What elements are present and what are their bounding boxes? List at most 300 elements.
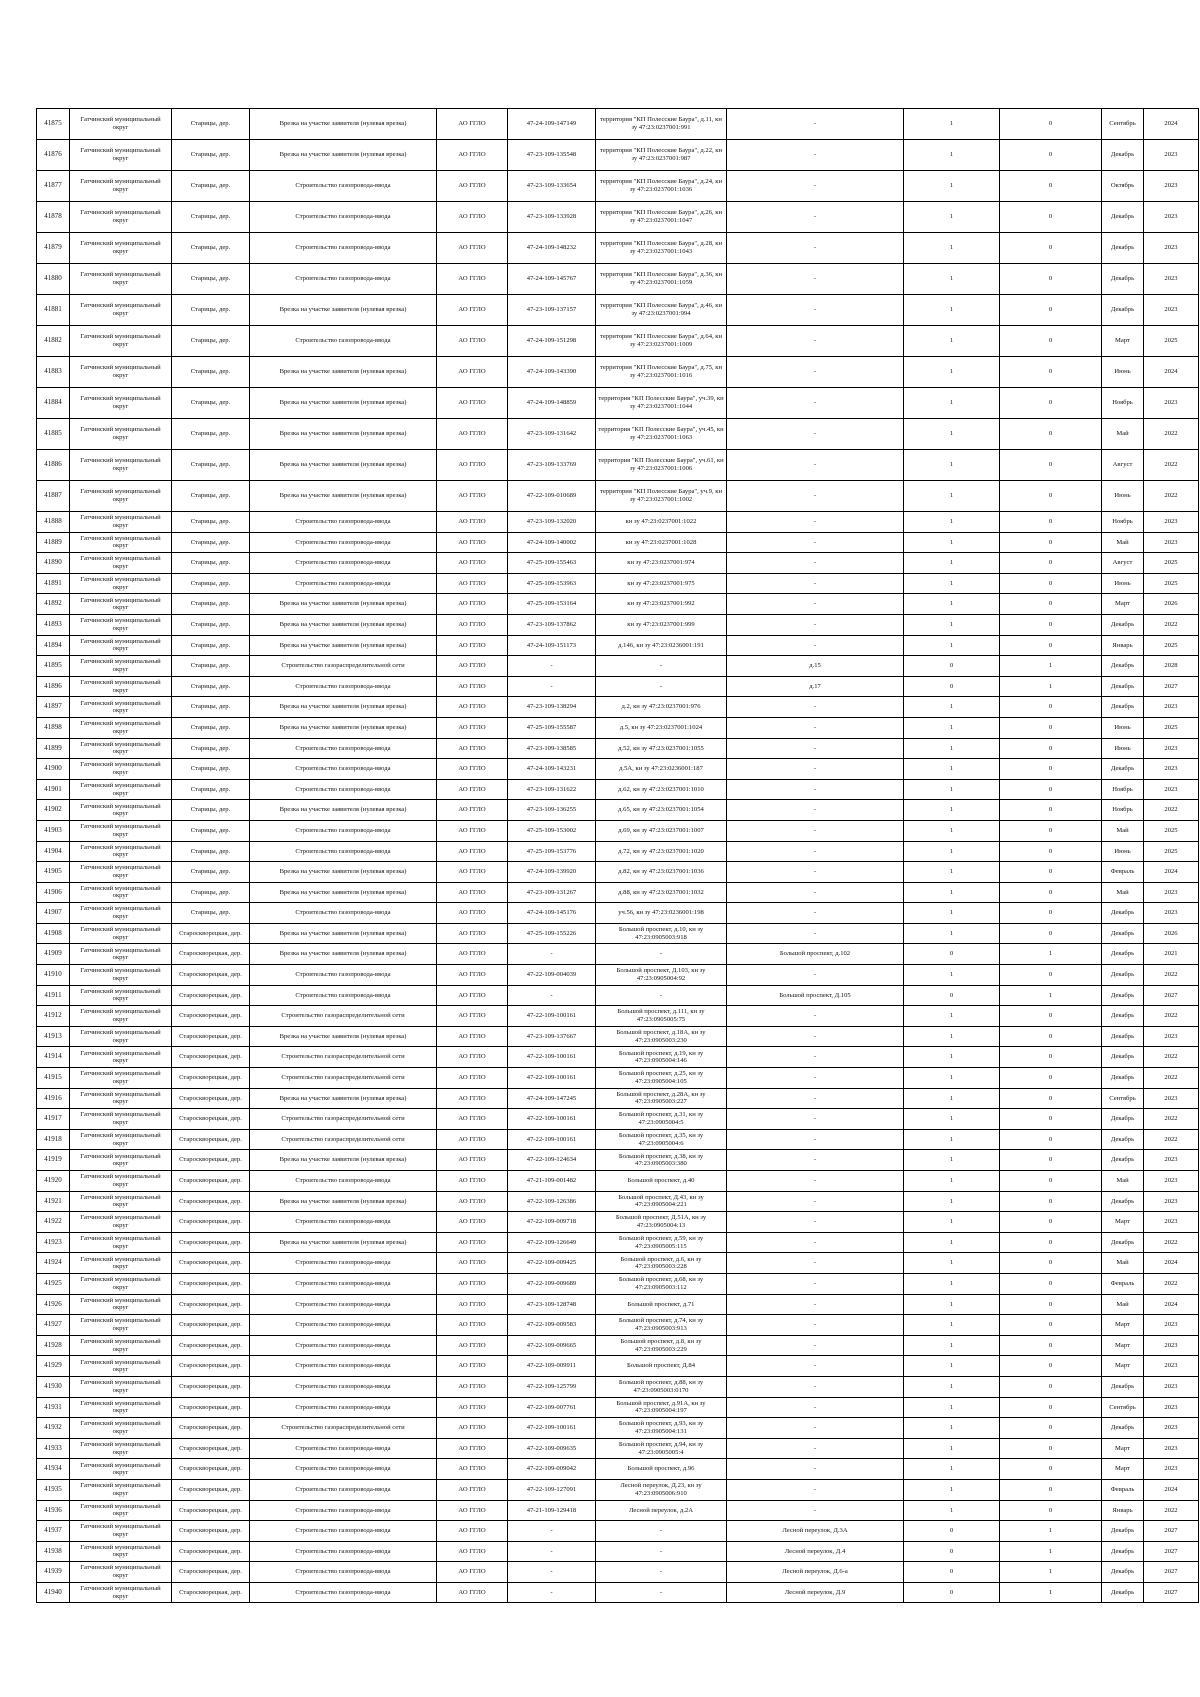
cell-settlement: Старицы, дер. (172, 635, 250, 656)
cell-org: АО ГГЛО (437, 1500, 508, 1521)
cell-work: Строительство газопровода-ввода (250, 820, 437, 841)
cell-address: уч.56, кн зу 47:23:0236001:198 (596, 903, 727, 924)
cell-work: Строительство газораспределительной сети (250, 1109, 437, 1130)
cell-settlement: Старицы, дер. (172, 202, 250, 233)
cell-a: 1 (904, 326, 1000, 357)
cell-year: 2025 (1144, 820, 1199, 841)
cell-org: АО ГГЛО (437, 1026, 508, 1047)
cell-org: АО ГГЛО (437, 202, 508, 233)
gasification-table (36, 108, 1199, 1603)
cell-month: Ноябрь (1102, 779, 1144, 800)
cell-district: Гатчинский муниципальный округ (70, 1232, 172, 1253)
cell-year: 2023 (1144, 1212, 1199, 1233)
cell-year: 2023 (1144, 388, 1199, 419)
cell-month: Январь (1102, 635, 1144, 656)
cell-month: Декабрь (1102, 140, 1144, 171)
cell-district: Гатчинский муниципальный округ (70, 1562, 172, 1583)
cell-work: Строительство газораспределительной сети (250, 656, 437, 677)
table-row (37, 1212, 1199, 1233)
cell-settlement: Старицы, дер. (172, 553, 250, 574)
cell-id: 41893 (37, 614, 70, 635)
cell-year: 2023 (1144, 532, 1199, 553)
cell-org: АО ГГЛО (437, 1315, 508, 1336)
cell-work: Строительство газопровода-ввода (250, 553, 437, 574)
cell-work: Врезка на участке заявителя (нулевая врезка) (250, 1191, 437, 1212)
table-row (37, 233, 1199, 264)
cell-year: 2022 (1144, 1273, 1199, 1294)
cell-code: 47-23-109-138585 (508, 738, 596, 759)
cell-address: кн зу 47:23:0237001:999 (596, 614, 727, 635)
cell-b: 0 (1000, 171, 1102, 202)
cell-org: АО ГГЛО (437, 862, 508, 883)
cell-id: 41884 (37, 388, 70, 419)
cell-district: Гатчинский муниципальный округ (70, 1397, 172, 1418)
cell-org: АО ГГЛО (437, 357, 508, 388)
cell-address: д.2, кн зу 47:23:0237001:976 (596, 697, 727, 718)
cell-year: 2025 (1144, 841, 1199, 862)
cell-settlement: Староскворецкая, дер. (172, 1026, 250, 1047)
cell-year: 2022 (1144, 800, 1199, 821)
cell-id: 41904 (37, 841, 70, 862)
cell-work: Строительство газопровода-ввода (250, 233, 437, 264)
cell-address2: - (727, 573, 904, 594)
cell-org: АО ГГЛО (437, 1088, 508, 1109)
cell-a: 1 (904, 512, 1000, 533)
cell-org: АО ГГЛО (437, 985, 508, 1006)
cell-address: - (596, 985, 727, 1006)
cell-work: Строительство газопровода-ввода (250, 1397, 437, 1418)
cell-work: Строительство газопровода-ввода (250, 1438, 437, 1459)
cell-a: 1 (904, 1418, 1000, 1439)
cell-address: Большой проспект, д.8, кн зу 47:23:0905003:229 (596, 1335, 727, 1356)
cell-district: Гатчинский муниципальный округ (70, 759, 172, 780)
cell-year: 2024 (1144, 1294, 1199, 1315)
cell-month: Октябрь (1102, 171, 1144, 202)
cell-district: Гатчинский муниципальный округ (70, 233, 172, 264)
cell-district: Гатчинский муниципальный округ (70, 820, 172, 841)
cell-work: Строительство газопровода-ввода (250, 1212, 437, 1233)
cell-b: 0 (1000, 1253, 1102, 1274)
cell-b: 0 (1000, 1356, 1102, 1377)
cell-year: 2026 (1144, 923, 1199, 944)
cell-settlement: Староскворецкая, дер. (172, 1459, 250, 1480)
cell-address: кн зу 47:23:0237001:1022 (596, 512, 727, 533)
cell-month: Декабрь (1102, 1026, 1144, 1047)
table-row (37, 1418, 1199, 1439)
cell-settlement: Староскворецкая, дер. (172, 1438, 250, 1459)
cell-address: - (596, 656, 727, 677)
cell-code: - (508, 1582, 596, 1603)
cell-address2: - (727, 841, 904, 862)
cell-id: 41899 (37, 738, 70, 759)
cell-settlement: Старицы, дер. (172, 656, 250, 677)
table-row (37, 202, 1199, 233)
cell-code: 47-22-109-009689 (508, 1273, 596, 1294)
cell-settlement: Староскворецкая, дер. (172, 1253, 250, 1274)
cell-address2: - (727, 1109, 904, 1130)
cell-year: 2023 (1144, 264, 1199, 295)
cell-b: 0 (1000, 738, 1102, 759)
cell-org: АО ГГЛО (437, 1006, 508, 1027)
cell-id: 41922 (37, 1212, 70, 1233)
cell-id: 41888 (37, 512, 70, 533)
cell-org: АО ГГЛО (437, 903, 508, 924)
cell-address2: - (727, 738, 904, 759)
cell-month: Ноябрь (1102, 800, 1144, 821)
cell-address2: - (727, 923, 904, 944)
cell-district: Гатчинский муниципальный округ (70, 944, 172, 965)
cell-id: 41931 (37, 1397, 70, 1418)
cell-address2: - (727, 295, 904, 326)
cell-id: 41910 (37, 965, 70, 986)
cell-month: Декабрь (1102, 1068, 1144, 1089)
cell-b: 1 (1000, 985, 1102, 1006)
table-row (37, 738, 1199, 759)
cell-a: 1 (904, 1006, 1000, 1027)
cell-a: 1 (904, 759, 1000, 780)
cell-a: 1 (904, 717, 1000, 738)
cell-month: Май (1102, 532, 1144, 553)
cell-address: Большой проспект, Д.51А, кн зу 47:23:0905004:13 (596, 1212, 727, 1233)
cell-district: Гатчинский муниципальный округ (70, 532, 172, 553)
cell-b: 0 (1000, 140, 1102, 171)
cell-settlement: Староскворецкая, дер. (172, 1500, 250, 1521)
cell-org: АО ГГЛО (437, 1459, 508, 1480)
cell-org: АО ГГЛО (437, 1232, 508, 1253)
cell-address2: - (727, 1026, 904, 1047)
cell-org: АО ГГЛО (437, 1479, 508, 1500)
cell-org: АО ГГЛО (437, 140, 508, 171)
cell-code: 47-23-109-137157 (508, 295, 596, 326)
cell-id: 41895 (37, 656, 70, 677)
cell-district: Гатчинский муниципальный округ (70, 1500, 172, 1521)
cell-address2: - (727, 779, 904, 800)
cell-org: АО ГГЛО (437, 481, 508, 512)
cell-a: 1 (904, 481, 1000, 512)
cell-work: Строительство газопровода-ввода (250, 1294, 437, 1315)
cell-work: Строительство газопровода-ввода (250, 1356, 437, 1377)
cell-work: Строительство газопровода-ввода (250, 1273, 437, 1294)
cell-address2: - (727, 1418, 904, 1439)
cell-address: Большой проспект, Д.103, кн зу 47:23:0905004:92 (596, 965, 727, 986)
cell-month: Февраль (1102, 862, 1144, 883)
cell-month: Июнь (1102, 738, 1144, 759)
cell-address2: - (727, 1438, 904, 1459)
cell-settlement: Старицы, дер. (172, 481, 250, 512)
table-row (37, 1335, 1199, 1356)
cell-work: Врезка на участке заявителя (нулевая врезка) (250, 800, 437, 821)
cell-year: 2023 (1144, 171, 1199, 202)
table-row (37, 594, 1199, 615)
cell-address2: - (727, 202, 904, 233)
cell-id: 41924 (37, 1253, 70, 1274)
cell-org: АО ГГЛО (437, 1191, 508, 1212)
table-row (37, 1068, 1199, 1089)
cell-work: Строительство газопровода-ввода (250, 676, 437, 697)
cell-code: 47-22-109-125799 (508, 1376, 596, 1397)
cell-b: 0 (1000, 1232, 1102, 1253)
cell-address: Большой проспект, д.88, кн зу 47:23:0905003:0170 (596, 1376, 727, 1397)
table-body (37, 109, 1199, 1603)
cell-a: 1 (904, 923, 1000, 944)
cell-district: Гатчинский муниципальный округ (70, 388, 172, 419)
cell-work: Строительство газопровода-ввода (250, 738, 437, 759)
cell-address2: - (727, 820, 904, 841)
cell-a: 0 (904, 944, 1000, 965)
cell-org: АО ГГЛО (437, 635, 508, 656)
cell-code: - (508, 1562, 596, 1583)
cell-b: 0 (1000, 295, 1102, 326)
cell-month: Май (1102, 1294, 1144, 1315)
cell-code: 47-22-109-009583 (508, 1315, 596, 1336)
cell-id: 41898 (37, 717, 70, 738)
cell-district: Гатчинский муниципальный округ (70, 295, 172, 326)
cell-work: Врезка на участке заявителя (нулевая врезка) (250, 1026, 437, 1047)
cell-code: - (508, 656, 596, 677)
cell-code: 47-22-109-100161 (508, 1047, 596, 1068)
cell-id: 41933 (37, 1438, 70, 1459)
cell-month: Март (1102, 1356, 1144, 1377)
cell-id: 41937 (37, 1521, 70, 1542)
cell-b: 1 (1000, 944, 1102, 965)
cell-id: 41923 (37, 1232, 70, 1253)
cell-b: 1 (1000, 676, 1102, 697)
cell-a: 1 (904, 1088, 1000, 1109)
cell-address: д.62, кн зу 47:23:0237001:1010 (596, 779, 727, 800)
cell-work: Врезка на участке заявителя (нулевая врезка) (250, 635, 437, 656)
cell-id: 41907 (37, 903, 70, 924)
cell-b: 0 (1000, 553, 1102, 574)
cell-settlement: Старицы, дер. (172, 697, 250, 718)
table-row (37, 779, 1199, 800)
table-row (37, 450, 1199, 481)
cell-address: кн зу 47:23:0237001:992 (596, 594, 727, 615)
cell-id: 41918 (37, 1129, 70, 1150)
table-row (37, 326, 1199, 357)
cell-settlement: Староскворецкая, дер. (172, 1150, 250, 1171)
cell-district: Гатчинский муниципальный округ (70, 171, 172, 202)
cell-a: 1 (904, 1294, 1000, 1315)
cell-address: территория "КП Полесские Баура", д.75, кн зу 47:23:0237001:1016 (596, 357, 727, 388)
cell-district: Гатчинский муниципальный округ (70, 800, 172, 821)
cell-month: Февраль (1102, 1479, 1144, 1500)
cell-b: 0 (1000, 717, 1102, 738)
cell-code: 47-23-109-135548 (508, 140, 596, 171)
cell-year: 2023 (1144, 697, 1199, 718)
cell-address: Большой проспект, д.18А, кн зу 47:23:0905003:230 (596, 1026, 727, 1047)
cell-b: 0 (1000, 862, 1102, 883)
cell-code: 47-25-109-153776 (508, 841, 596, 862)
cell-month: Март (1102, 326, 1144, 357)
cell-address: территория "КП Полесские Баура", д.26, кн зу 47:23:0237001:1047 (596, 202, 727, 233)
cell-settlement: Старицы, дер. (172, 759, 250, 780)
cell-year: 2027 (1144, 676, 1199, 697)
cell-code: 47-21-109-129418 (508, 1500, 596, 1521)
table-row (37, 1500, 1199, 1521)
cell-a: 1 (904, 820, 1000, 841)
cell-a: 1 (904, 1026, 1000, 1047)
cell-address2: - (727, 1459, 904, 1480)
cell-code: 47-22-109-009425 (508, 1253, 596, 1274)
cell-a: 1 (904, 1109, 1000, 1130)
cell-month: Июнь (1102, 357, 1144, 388)
cell-address2: - (727, 171, 904, 202)
cell-code: - (508, 676, 596, 697)
cell-district: Гатчинский муниципальный округ (70, 450, 172, 481)
cell-settlement: Старицы, дер. (172, 419, 250, 450)
cell-address2: - (727, 419, 904, 450)
cell-a: 1 (904, 264, 1000, 295)
cell-b: 0 (1000, 1294, 1102, 1315)
cell-code: 47-23-109-136255 (508, 800, 596, 821)
cell-year: 2023 (1144, 1191, 1199, 1212)
cell-org: АО ГГЛО (437, 233, 508, 264)
cell-year: 2023 (1144, 738, 1199, 759)
cell-org: АО ГГЛО (437, 717, 508, 738)
table-row (37, 1191, 1199, 1212)
cell-year: 2024 (1144, 862, 1199, 883)
cell-address2: - (727, 965, 904, 986)
cell-org: АО ГГЛО (437, 1109, 508, 1130)
cell-month: Декабрь (1102, 676, 1144, 697)
cell-code: 47-22-109-126386 (508, 1191, 596, 1212)
cell-b: 0 (1000, 759, 1102, 780)
cell-a: 1 (904, 1150, 1000, 1171)
cell-year: 2028 (1144, 656, 1199, 677)
cell-settlement: Староскворецкая, дер. (172, 1047, 250, 1068)
cell-work: Врезка на участке заявителя (нулевая врезка) (250, 923, 437, 944)
cell-a: 1 (904, 202, 1000, 233)
cell-org: АО ГГЛО (437, 450, 508, 481)
table-row (37, 419, 1199, 450)
cell-settlement: Старицы, дер. (172, 594, 250, 615)
cell-address2: - (727, 264, 904, 295)
cell-settlement: Староскворецкая, дер. (172, 1315, 250, 1336)
cell-work: Строительство газопровода-ввода (250, 1562, 437, 1583)
cell-settlement: Староскворецкая, дер. (172, 1582, 250, 1603)
cell-settlement: Старицы, дер. (172, 532, 250, 553)
cell-address2: - (727, 1068, 904, 1089)
cell-district: Гатчинский муниципальный округ (70, 1171, 172, 1192)
cell-district: Гатчинский муниципальный округ (70, 903, 172, 924)
cell-a: 1 (904, 1438, 1000, 1459)
cell-code: 47-22-109-100161 (508, 1109, 596, 1130)
cell-b: 0 (1000, 1047, 1102, 1068)
cell-a: 1 (904, 1356, 1000, 1377)
cell-code: 47-24-109-145767 (508, 264, 596, 295)
cell-code: - (508, 944, 596, 965)
cell-settlement: Староскворецкая, дер. (172, 1335, 250, 1356)
cell-settlement: Старицы, дер. (172, 512, 250, 533)
cell-code: 47-25-109-155226 (508, 923, 596, 944)
table-row (37, 264, 1199, 295)
cell-org: АО ГГЛО (437, 697, 508, 718)
cell-a: 1 (904, 1479, 1000, 1500)
cell-org: АО ГГЛО (437, 1562, 508, 1583)
cell-district: Гатчинский муниципальный округ (70, 419, 172, 450)
cell-settlement: Староскворецкая, дер. (172, 1521, 250, 1542)
table-row (37, 1253, 1199, 1274)
cell-work: Строительство газопровода-ввода (250, 512, 437, 533)
cell-id: 41928 (37, 1335, 70, 1356)
cell-address2: Большой проспект, Д.105 (727, 985, 904, 1006)
cell-address: Большой проспект, д.25, кн зу 47:23:0905004:105 (596, 1068, 727, 1089)
cell-address2: д.15 (727, 656, 904, 677)
cell-id: 41921 (37, 1191, 70, 1212)
table-row (37, 1294, 1199, 1315)
cell-id: 41919 (37, 1150, 70, 1171)
table-row (37, 171, 1199, 202)
cell-address: Большой проспект, д.96 (596, 1459, 727, 1480)
cell-a: 0 (904, 1562, 1000, 1583)
cell-a: 1 (904, 1171, 1000, 1192)
cell-year: 2023 (1144, 903, 1199, 924)
cell-district: Гатчинский муниципальный округ (70, 1521, 172, 1542)
cell-id: 41902 (37, 800, 70, 821)
cell-district: Гатчинский муниципальный округ (70, 1438, 172, 1459)
cell-month: Август (1102, 450, 1144, 481)
cell-a: 1 (904, 1253, 1000, 1274)
cell-year: 2027 (1144, 1541, 1199, 1562)
cell-org: АО ГГЛО (437, 1047, 508, 1068)
cell-address: - (596, 1521, 727, 1542)
cell-org: АО ГГЛО (437, 820, 508, 841)
cell-org: АО ГГЛО (437, 1171, 508, 1192)
cell-address: Большой проспект, д.74, кн зу 47:23:0905003:913 (596, 1315, 727, 1336)
cell-address: территория "КП Полесские Баура", уч.61, кн зу 47:23:0237001:1006 (596, 450, 727, 481)
cell-code: 47-23-109-128748 (508, 1294, 596, 1315)
cell-b: 0 (1000, 614, 1102, 635)
cell-a: 0 (904, 985, 1000, 1006)
cell-address2: - (727, 1253, 904, 1274)
cell-address: территория "КП Полесские Баура", уч.39, кн зу 47:23:0237001:1044 (596, 388, 727, 419)
cell-settlement: Старицы, дер. (172, 450, 250, 481)
cell-a: 1 (904, 388, 1000, 419)
cell-address: Большой проспект, д.91А, кн зу 47:23:0905004:197 (596, 1397, 727, 1418)
cell-a: 1 (904, 697, 1000, 718)
cell-district: Гатчинский муниципальный округ (70, 1026, 172, 1047)
cell-id: 41881 (37, 295, 70, 326)
cell-address2: - (727, 1191, 904, 1212)
cell-year: 2023 (1144, 1376, 1199, 1397)
cell-year: 2022 (1144, 1047, 1199, 1068)
cell-org: АО ГГЛО (437, 759, 508, 780)
cell-address2: - (727, 1315, 904, 1336)
cell-b: 0 (1000, 1315, 1102, 1336)
table-row (37, 1438, 1199, 1459)
cell-org: АО ГГЛО (437, 1356, 508, 1377)
cell-year: 2022 (1144, 419, 1199, 450)
cell-a: 1 (904, 841, 1000, 862)
cell-month: Декабрь (1102, 1376, 1144, 1397)
cell-settlement: Старицы, дер. (172, 862, 250, 883)
cell-work: Строительство газораспределительной сети (250, 1006, 437, 1027)
cell-district: Гатчинский муниципальный округ (70, 1315, 172, 1336)
cell-b: 0 (1000, 1418, 1102, 1439)
cell-year: 2023 (1144, 1088, 1199, 1109)
cell-a: 1 (904, 635, 1000, 656)
cell-b: 0 (1000, 109, 1102, 140)
cell-year: 2026 (1144, 594, 1199, 615)
cell-org: АО ГГЛО (437, 419, 508, 450)
cell-month: Май (1102, 820, 1144, 841)
cell-address2: Большой проспект, д.102 (727, 944, 904, 965)
cell-a: 1 (904, 1047, 1000, 1068)
cell-address: Лесной переулок, д.2А (596, 1500, 727, 1521)
cell-work: Врезка на участке заявителя (нулевая врезка) (250, 717, 437, 738)
cell-id: 41891 (37, 573, 70, 594)
cell-org: АО ГГЛО (437, 779, 508, 800)
